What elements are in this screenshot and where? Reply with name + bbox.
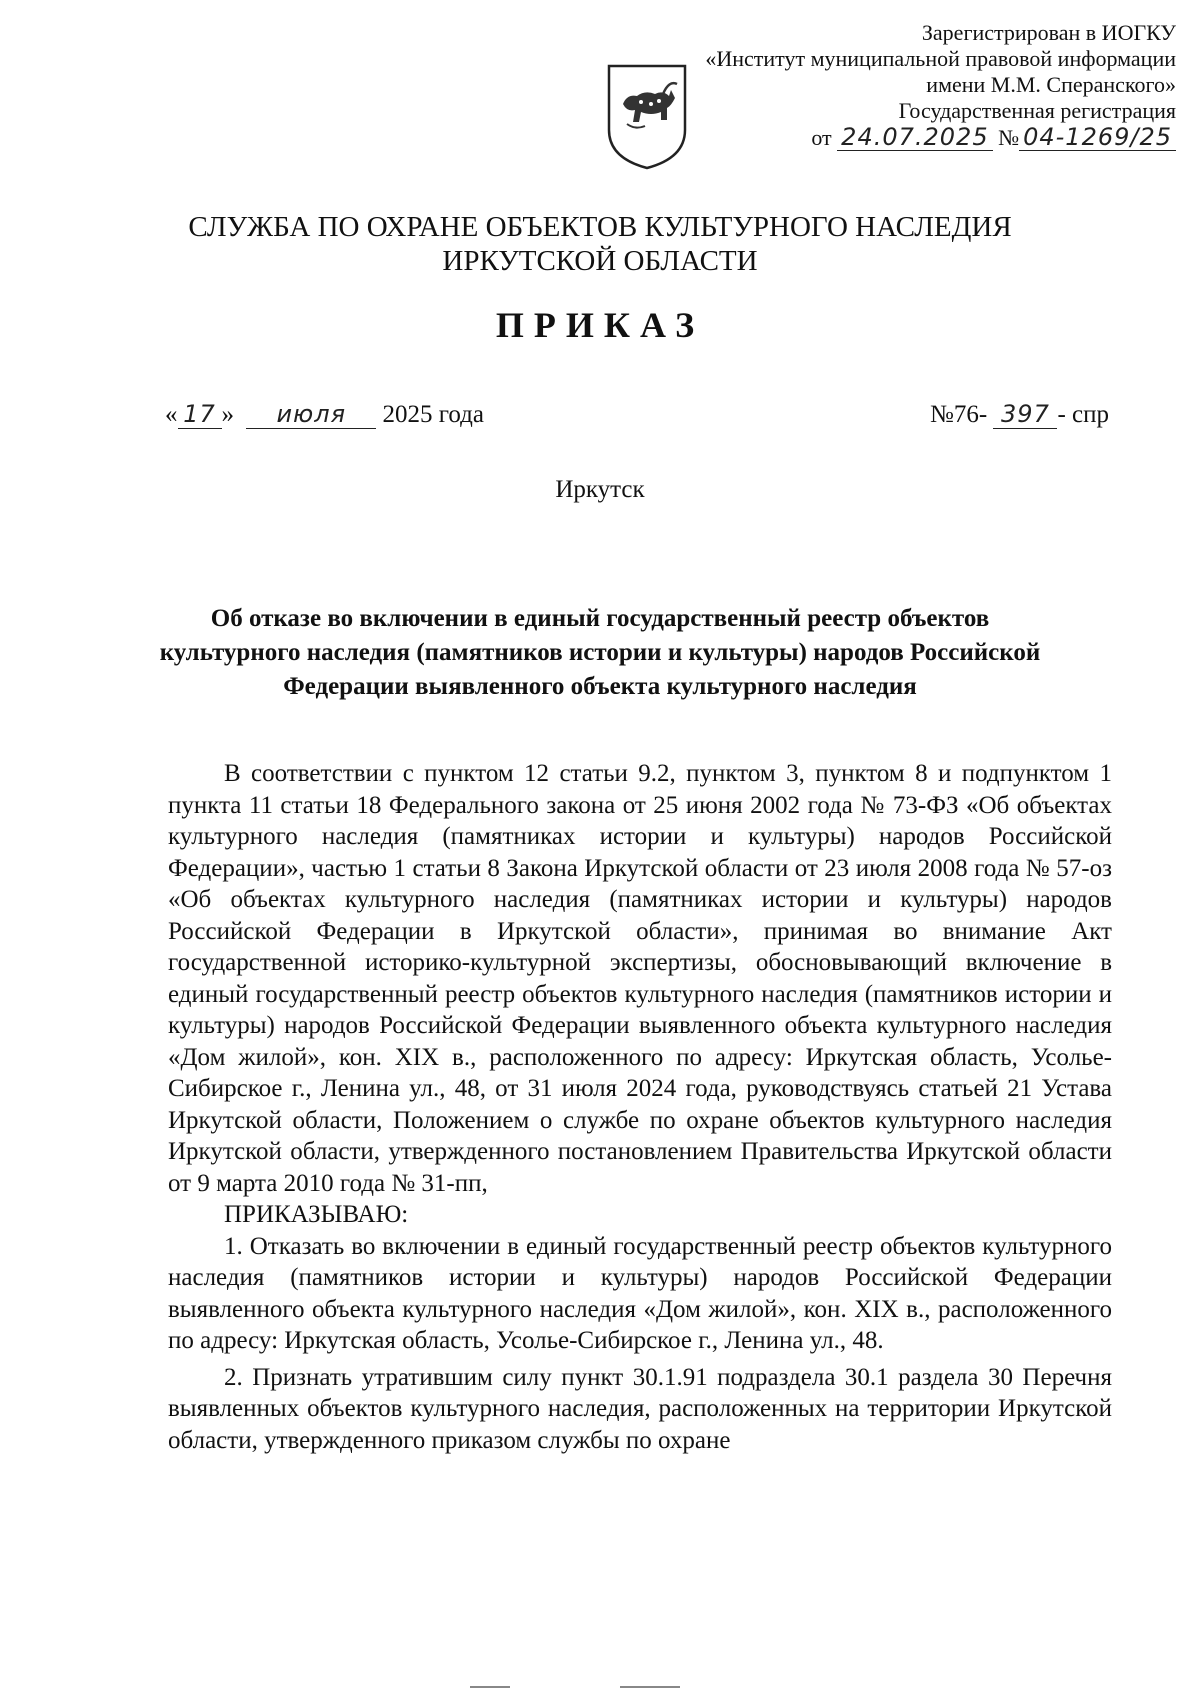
order-number-suffix: - спр: [1057, 401, 1109, 428]
order-month: июля: [246, 400, 376, 429]
quote-open: «: [165, 401, 178, 428]
order-subject: Об отказе во включении в единый государственный реестр объектов культурного наследия (памятников истории и культуры) народов Российской Федерации выявленного объекта культурного наследия: [159, 605, 1041, 700]
order-item-1: 1. Отказать во включении в единый государственный реестр объектов культурного наследия (памятников истории и культуры) народов Российской Федерации выявленного объекта культурного наследия «Дом жилой», кон. XIX в., расположенного по адресу: Иркутская область, Усолье-Сибирское г., Ленина ул., 48.: [168, 1232, 1112, 1354]
document-type-title: ПРИКАЗ: [495, 305, 705, 345]
order-year: 2025 года: [382, 401, 484, 428]
registration-date-prefix: от: [811, 125, 832, 150]
order-date-number-row: [165, 400, 1109, 440]
order-item-2: 2. Признать утратившим силу пункт 30.1.91 подраздела 30.1 раздела 30 Перечня выявленных объектов культурного наследия, расположенных на территории Иркутской области, утвержденного приказом службы по охране: [168, 1363, 1112, 1454]
order-date: [165, 400, 484, 429]
registration-line-1: Зарегистрирован в ИОГКУ: [921, 20, 1176, 45]
order-directive: ПРИКАЗЫВАЮ:: [224, 1201, 409, 1228]
registration-date-line: [616, 124, 1176, 151]
scan-artifact: [620, 1686, 680, 1688]
quote-close: »: [221, 401, 234, 428]
order-number: [930, 400, 1109, 429]
organization-name: [0, 210, 1200, 278]
registration-line-4: Государственная регистрация: [898, 98, 1176, 123]
registration-stamp: [616, 20, 1176, 151]
registration-date: 24.07.2025: [837, 124, 992, 151]
order-body: [168, 758, 1112, 1456]
order-day: 17: [178, 400, 222, 429]
organization-line-2: ИРКУТСКОЙ ОБЛАСТИ: [442, 245, 758, 277]
city: Иркутск: [555, 476, 645, 503]
irkutsk-coat-of-arms-icon: [605, 60, 689, 172]
organization-line-1: СЛУЖБА ПО ОХРАНЕ ОБЪЕКТОВ КУЛЬТУРНОГО НАСЛЕДИЯ: [188, 211, 1012, 243]
preamble-paragraph: В соответствии с пунктом 12 статьи 9.2, пунктом 3, пунктом 8 и подпунктом 1 пункта 11 статьи 18 Федерального закона от 25 июня 2002 года № 73-ФЗ «Об объектах культурного наследия (памятниках истории и культуры) народов Российской Федерации», частью 1 статьи 8 Закона Иркутской области от 23 июля 2008 года № 57-оз «Об объектах культурного наследия (памятниках истории и культуры) народов Российской Федерации в Иркутской области», принимая во внимание Акт государственной историко-культурной экспертизы, обосновывающий включение в единый государственный реестр объектов культурного наследия (памятников истории и культуры) народов Российской Федерации выявленного объекта культурного наследия «Дом жилой», кон. XIX в., расположенного по адресу: Иркутская область, Усолье-Сибирское г., Ленина ул., 48, от 31 июля 2024 года, руководствуясь статьей 21 Устава Иркутской области, Положением о службе по охране объектов культурного наследия Иркутской области, утвержденного постановлением Правительства Иркутской области от 9 марта 2010 года № 31-пп,: [168, 760, 1112, 1197]
scan-artifact: [470, 1686, 510, 1688]
registration-number: 04-1269/25: [1019, 124, 1176, 151]
order-number-value: 397: [993, 400, 1057, 429]
registration-line-2: «Институт муниципальной правовой информации: [705, 46, 1176, 71]
registration-line-3: имени М.М. Сперанского»: [926, 72, 1176, 97]
registration-number-prefix: №: [998, 125, 1020, 150]
order-number-prefix: №76-: [930, 401, 988, 428]
